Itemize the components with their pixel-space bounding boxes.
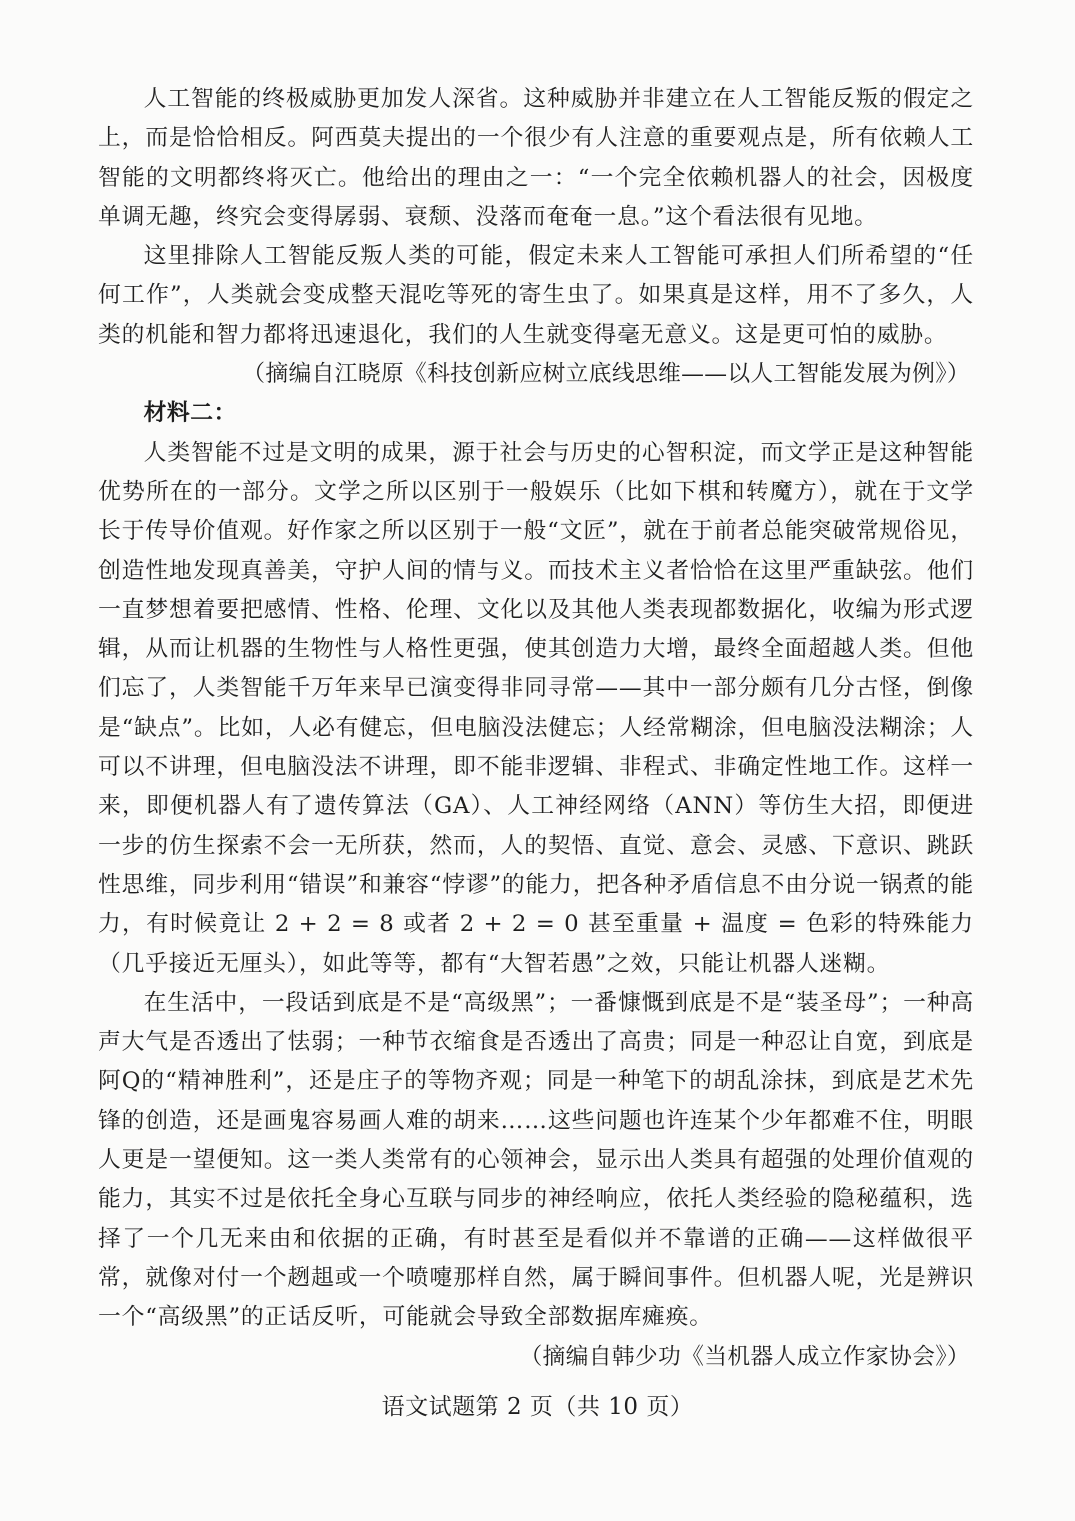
material2-paragraph-1: 人类智能不过是文明的成果，源于社会与历史的心智积淀，而文学正是这种智能优势所在的一部分。文学之所以区别于一般娱乐（比如下棋和转魔方），就在于文学长于传导价值观。好作家之所以区别于一般“文匠”，就在于前者总能突破常规俗见，创造性地发现真善美，守护人间的情与义。而技术主义者恰恰在这里严重缺弦。他们一直梦想着要把感情、性格、伦理、文化以及其他人类表现都数据化，收编为形式逻辑，从而让机器的生物性与人格性更强，使其创造力大增，最终全面超越人类。但他们忘了，人类智能千万年来早已演变得非同寻常——其中一部分颇有几分古怪，倒像是“缺点”。比如，人必有健忘，但电脑没法健忘；人经常糊涂，但电脑没法糊涂；人可以不讲理，但电脑没法不讲理，即不能非逻辑、非程式、非确定性地工作。这样一来，即便机器人有了遗传算法（GA）、人工神经网络（ANN）等仿生大招，即便进一步的仿生探索不会一无所获，然而，人的契悟、直觉、意会、灵感、下意识、跳跃性思维，同步利用“错误”和兼容“悖谬”的能力，把各种矛盾信息不由分说一锅煮的能力，有时候竟让 2 + 2 = 8 或者 2 + 2 = 0 甚至重量 + 温度 = 色彩的特殊能力（几乎接近无厘头），如此等等，都有“大智若愚”之效，只能让机器人迷糊。 xyxy=(98,439,974,977)
document-page xyxy=(98,80,974,1377)
material1-paragraph-1: 人工智能的终极威胁更加发人深省。这种威胁并非建立在人工智能反叛的假定之上，而是恰恰相反。阿西莫夫提出的一个很少有人注意的重要观点是，所有依赖人工智能的文明都终将灭亡。他给出的理由之一：“一个完全依赖机器人的社会，因极度单调无趣，终究会变得孱弱、衰颓、没落而奄奄一息。”这个看法很有见地。 xyxy=(98,86,974,230)
material2-heading: 材料二： xyxy=(143,400,237,427)
material2-source: （摘编自韩少功《当机器人成立作家协会》） xyxy=(519,1343,970,1370)
page-footer: 语文试题第 2 页（共 10 页） xyxy=(381,1394,694,1420)
material2-paragraph-2: 在生活中，一段话到底是不是“高级黑”；一番慷慨到底是不是“装圣母”；一种高声大气是否透出了怯弱；一种节衣缩食是否透出了高贵；同是一种忍让自宽，到底是阿Q的“精神胜利”，还是庄子的等物齐观；同是一种笔下的胡乱涂抹，到底是艺术先锋的创造，还是画鬼容易画人难的胡来……这些问题也许连某个少年都难不住，明眼人更是一望便知。这一类人类常有的心领神会，显示出人类具有超强的处理价值观的能力，其实不过是依托全身心互联与同步的神经响应，依托人类经验的隐秘蕴积，选择了一个几无来由和依据的正确，有时甚至是看似并不靠谱的正确——这样做很平常，就像对付一个趔趄或一个喷嚏那样自然，属于瞬间事件。但机器人呢，光是辨识一个“高级黑”的正话反听，可能就会导致全部数据库瘫痪。 xyxy=(98,989,974,1331)
material1-source: （摘编自江晓原《科技创新应树立底线思维——以人工智能发展为例》） xyxy=(242,361,970,388)
material1-paragraph-2: 这里排除人工智能反叛人类的可能，假定未来人工智能可承担人们所希望的“任何工作”，人类就会变成整天混吃等死的寄生虫了。如果真是这样，用不了多久，人类的机能和智力都将迅速退化，我们的人生就变得毫无意义。这是更可怕的威胁。 xyxy=(98,243,974,348)
